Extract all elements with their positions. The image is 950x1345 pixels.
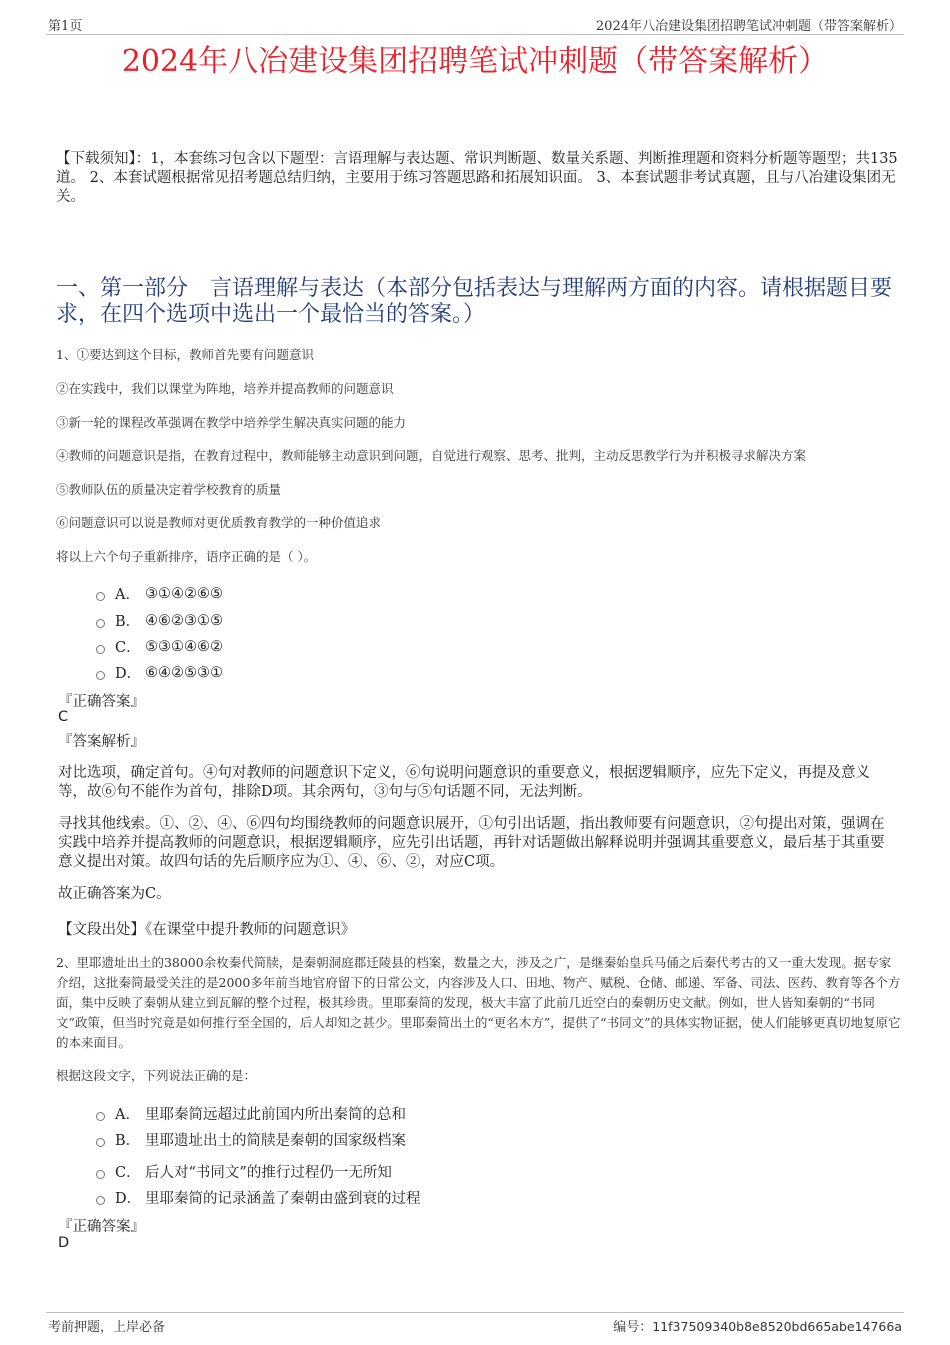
option-letter: A． [115, 1107, 140, 1123]
footer-slogan: 考前押题，上岸必备 [48, 1320, 166, 1335]
option-letter: A． [115, 587, 140, 603]
download-notice: 【下载须知】：1，本套练习包含以下题型：言语理解与表达题、常识判断题、数量关系题、判断推理题和资料分析题等题型；共135道。 2、本套试题根据常见招考题总结归纳，主要用于练习答题思路和拓展知识面。 3、本套试题非考试真题，且与八冶建设集团无关。 [56, 151, 898, 205]
radio-icon[interactable] [96, 619, 105, 628]
document-title: 2024年八冶建设集团招聘笔试冲刺题（带答案解析） [121, 44, 829, 79]
option-text: 后人对“书同文”的推行过程仍一无所知 [145, 1165, 392, 1181]
option-text: ⑥④②⑤③① [145, 664, 223, 681]
q1-line-2: ②在实践中，我们以课堂为阵地，培养并提高教师的问题意识 [56, 381, 394, 396]
q1-analysis-para-3: 故正确答案为C。 [58, 886, 171, 902]
option-letter: D． [115, 1191, 142, 1207]
q1-line-5: ⑤教师队伍的质量决定着学校教育的质量 [56, 482, 282, 497]
option-text: ④⑥②③①⑤ [145, 612, 223, 629]
footer-code-label: 编号： [613, 1320, 653, 1335]
q1-answer-label: 『正确答案』 [58, 694, 145, 710]
q2-passage: 2、里耶遗址出土的38000余枚秦代简牍，是秦朝洞庭郡迁陵县的档案，数量之大，涉及之广，是继秦始皇兵马俑之后秦代考古的又一重大发现。据专家介绍，这批秦简最受关注的是2000多年前当地官府留下的日常公文，内容涉及人口、田地、物产、赋税、仓储、邮递、军备、司法、医药、教育等各个方面，集中反映了秦朝从建立到瓦解的整个过程，极其珍贵。里耶秦简的发现，极大丰富了此前几近空白的秦朝历史文献。例如，世人皆知秦朝的“书同文”政策，但当时究竟是如何推行至全国的，后人却知之甚少。里耶秦简出土的“更名木方”，提供了“书同文”的具体实物证据，使人们能够更真切地复原它的本来面目。 [56, 955, 901, 1050]
radio-icon[interactable] [96, 1170, 105, 1179]
radio-icon[interactable] [96, 592, 105, 601]
q1-analysis-label: 『答案解析』 [58, 734, 145, 750]
q1-source: 【文段出处】《在课堂中提升教师的问题意识》 [58, 922, 356, 938]
option-letter: D． [115, 666, 142, 682]
q1-analysis-para-1: 对比选项，确定首句。④句对教师的问题意识下定义，⑥句说明问题意识的重要意义，根据逻辑顺序，应先下定义，再提及意义等，故⑥句不能作为首句，排除D项。其余两句，③句与⑤句话题不同，无法判断。 [58, 765, 870, 800]
q1-line-4: ④教师的问题意识是指，在教育过程中，教师能够主动意识到问题，自觉进行观察、思考、批判，主动反思教学行为并积极寻求解决方案 [56, 448, 807, 463]
q1-option-a[interactable] [96, 583, 223, 604]
q2-option-d[interactable] [96, 1187, 421, 1208]
q2-option-c[interactable] [96, 1161, 392, 1182]
radio-icon[interactable] [96, 645, 105, 654]
page-footer [46, 1312, 904, 1335]
option-letter: B． [115, 614, 141, 630]
q1-option-b[interactable] [96, 610, 223, 631]
page-number: 第1页 [48, 19, 83, 34]
radio-icon[interactable] [96, 671, 105, 680]
radio-icon[interactable] [96, 1112, 105, 1121]
q1-answer-value: C [58, 709, 69, 725]
header-doc-title: 2024年八冶建设集团招聘笔试冲刺题（带答案解析） [595, 19, 902, 34]
footer-code [613, 1316, 902, 1335]
radio-icon[interactable] [96, 1138, 105, 1147]
q1-analysis-para-2: 寻找其他线索。①、②、④、⑥四句均围绕教师的问题意识展开，①句引出话题，指出教师要有问题意识，②句提出对策，强调在实践中培养并提高教师的问题意识，根据逻辑顺序，应先引出话题，再针对话题做出解释说明并强调其重要意义，最后基于其重要意义提出对策。故四句话的先后顺序应为①、④、⑥、②，对应C项。 [58, 816, 885, 870]
q1-line-1: 1、①要达到这个目标，教师首先要有问题意识 [56, 347, 314, 362]
q2-option-a[interactable] [96, 1103, 406, 1124]
option-text: ⑤③①④⑥② [145, 638, 223, 655]
section-title: 一、第一部分 言语理解与表达（本部分包括表达与理解两方面的内容。请根据题目要求，在四个选项中选出一个最恰当的答案。） [56, 276, 893, 327]
q1-line-6: ⑥问题意识可以说是教师对更优质教育教学的一种价值追求 [56, 515, 382, 530]
q2-option-b[interactable] [96, 1129, 406, 1150]
page-header [46, 14, 904, 35]
q1-line-3: ③新一轮的课程改革强调在教学中培养学生解决真实问题的能力 [56, 415, 407, 430]
q2-answer-label: 『正确答案』 [58, 1219, 145, 1235]
option-letter: C． [115, 1165, 141, 1181]
q2-prompt: 根据这段文字，下列说法正确的是： [56, 1068, 257, 1083]
footer-code-value: 11f37509340b8e8520bd665abe14766a [652, 1319, 902, 1334]
radio-icon[interactable] [96, 1196, 105, 1205]
option-text: 里耶秦简远超过此前国内所出秦简的总和 [145, 1107, 406, 1123]
option-text: 里耶遗址出土的简牍是秦朝的国家级档案 [145, 1133, 406, 1149]
option-text: ③①④②⑥⑤ [145, 585, 223, 602]
option-text: 里耶秦简的记录涵盖了秦朝由盛到衰的过程 [145, 1191, 421, 1207]
option-letter: C． [115, 640, 141, 656]
q2-answer-value: D [58, 1235, 70, 1251]
q1-prompt: 将以上六个句子重新排序，语序正确的是（ ）。 [56, 549, 317, 564]
option-letter: B． [115, 1133, 141, 1149]
q1-option-c[interactable] [96, 636, 223, 657]
q1-option-d[interactable] [96, 662, 223, 683]
